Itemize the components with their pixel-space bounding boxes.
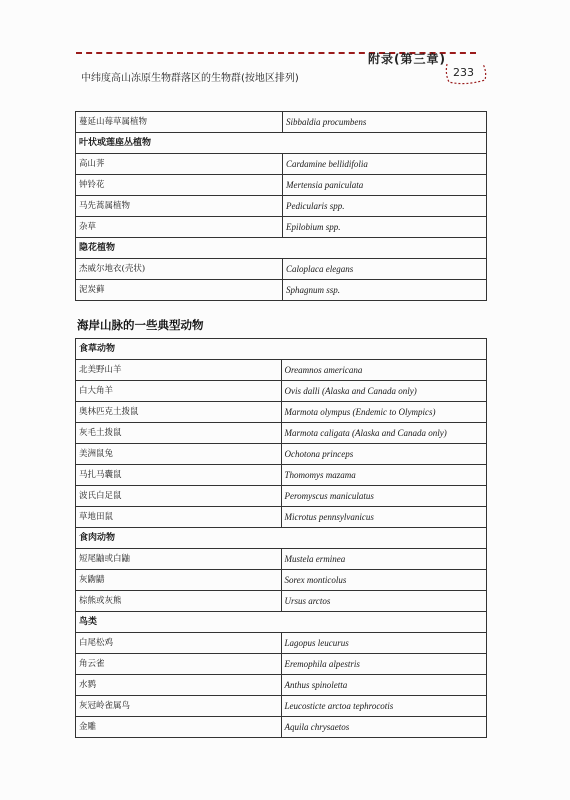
section-heading: 海岸山脉的一些典型动物 — [77, 318, 204, 332]
common-name-cell: 短尾鼬或白鼬 — [76, 549, 282, 570]
common-name-cell: 角云雀 — [76, 654, 282, 675]
scientific-name-cell: Cardamine bellidifolia — [283, 154, 487, 175]
common-name-cell: 水鹨 — [76, 675, 282, 696]
scientific-name-cell: Lagopus leucurus — [281, 633, 487, 654]
scientific-name-cell: Marmota caligata (Alaska and Canada only) — [281, 423, 487, 444]
table-row — [76, 112, 487, 133]
chapter-label: 附录(第三章) — [368, 52, 446, 66]
scientific-name-cell: Oreamnos americana — [281, 360, 487, 381]
scientific-name-cell: Leucosticte arctoa tephrocotis — [281, 696, 487, 717]
table-row — [76, 717, 487, 738]
table-row — [76, 654, 487, 675]
table-row — [76, 175, 487, 196]
scientific-name-cell: Eremophila alpestris — [281, 654, 487, 675]
page-number-badge — [443, 60, 489, 86]
plants-table — [75, 111, 487, 301]
animals-table — [75, 338, 487, 738]
category-label: 食肉动物 — [76, 528, 487, 549]
table-row — [76, 570, 487, 591]
common-name-cell: 杂草 — [76, 217, 283, 238]
category-row — [76, 528, 487, 549]
common-name-cell: 灰毛土拨鼠 — [76, 423, 282, 444]
scientific-name-cell: Peromyscus maniculatus — [281, 486, 487, 507]
table-row — [76, 217, 487, 238]
table-row — [76, 486, 487, 507]
scientific-name-cell: Caloplaca elegans — [283, 259, 487, 280]
common-name-cell: 泥炭藓 — [76, 280, 283, 301]
common-name-cell: 草地田鼠 — [76, 507, 282, 528]
running-title: 中纬度高山冻原生物群落区的生物群(按地区排列) — [81, 73, 299, 84]
scientific-name-cell: Aquila chrysaetos — [281, 717, 487, 738]
common-name-cell: 白尾松鸡 — [76, 633, 282, 654]
scientific-name-cell: Ursus arctos — [281, 591, 487, 612]
table-row — [76, 196, 487, 217]
table-row — [76, 381, 487, 402]
scientific-name-cell: Mustela erminea — [281, 549, 487, 570]
common-name-cell: 马扎马囊鼠 — [76, 465, 282, 486]
category-label: 叶状或莲座丛植物 — [76, 133, 487, 154]
table-row — [76, 259, 487, 280]
common-name-cell: 波氏白足鼠 — [76, 486, 282, 507]
category-label: 食草动物 — [76, 339, 487, 360]
table-row — [76, 696, 487, 717]
common-name-cell: 灰鼩鼱 — [76, 570, 282, 591]
scientific-name-cell: Epilobium spp. — [283, 217, 487, 238]
table-row — [76, 465, 487, 486]
scientific-name-cell: Microtus pennsylvanicus — [281, 507, 487, 528]
common-name-cell: 白大角羊 — [76, 381, 282, 402]
category-row — [76, 612, 487, 633]
table-row — [76, 675, 487, 696]
table-row — [76, 360, 487, 381]
category-row — [76, 238, 487, 259]
table-row — [76, 280, 487, 301]
page-number: 233 — [453, 66, 474, 79]
common-name-cell: 奥林匹克土拨鼠 — [76, 402, 282, 423]
common-name-cell: 金雕 — [76, 717, 282, 738]
common-name-cell: 高山荠 — [76, 154, 283, 175]
category-row — [76, 339, 487, 360]
common-name-cell: 美洲鼠兔 — [76, 444, 282, 465]
table-row — [76, 423, 487, 444]
scientific-name-cell: Pedicularis spp. — [283, 196, 487, 217]
common-name-cell: 棕熊或灰熊 — [76, 591, 282, 612]
category-label: 鸟类 — [76, 612, 487, 633]
table-row — [76, 507, 487, 528]
common-name-cell: 灰冠岭雀属鸟 — [76, 696, 282, 717]
table-row — [76, 444, 487, 465]
scientific-name-cell: Ochotona princeps — [281, 444, 487, 465]
common-name-cell: 钟铃花 — [76, 175, 283, 196]
table-row — [76, 591, 487, 612]
scientific-name-cell: Ovis dalli (Alaska and Canada only) — [281, 381, 487, 402]
scientific-name-cell: Sorex monticolus — [281, 570, 487, 591]
scientific-name-cell: Mertensia paniculata — [283, 175, 487, 196]
table-row — [76, 154, 487, 175]
scientific-name-cell: Marmota olympus (Endemic to Olympics) — [281, 402, 487, 423]
table-row — [76, 549, 487, 570]
table-row — [76, 633, 487, 654]
common-name-cell: 马先蒿属植物 — [76, 196, 283, 217]
scientific-name-cell: Sibbaldia procumbens — [283, 112, 487, 133]
common-name-cell: 北美野山羊 — [76, 360, 282, 381]
common-name-cell: 杰威尔地衣(壳状) — [76, 259, 283, 280]
category-label: 隐花植物 — [76, 238, 487, 259]
scientific-name-cell: Anthus spinoletta — [281, 675, 487, 696]
scientific-name-cell: Thomomys mazama — [281, 465, 487, 486]
table-row — [76, 402, 487, 423]
scientific-name-cell: Sphagnum ssp. — [283, 280, 487, 301]
common-name-cell: 蔓延山莓草属植物 — [76, 112, 283, 133]
category-row — [76, 133, 487, 154]
